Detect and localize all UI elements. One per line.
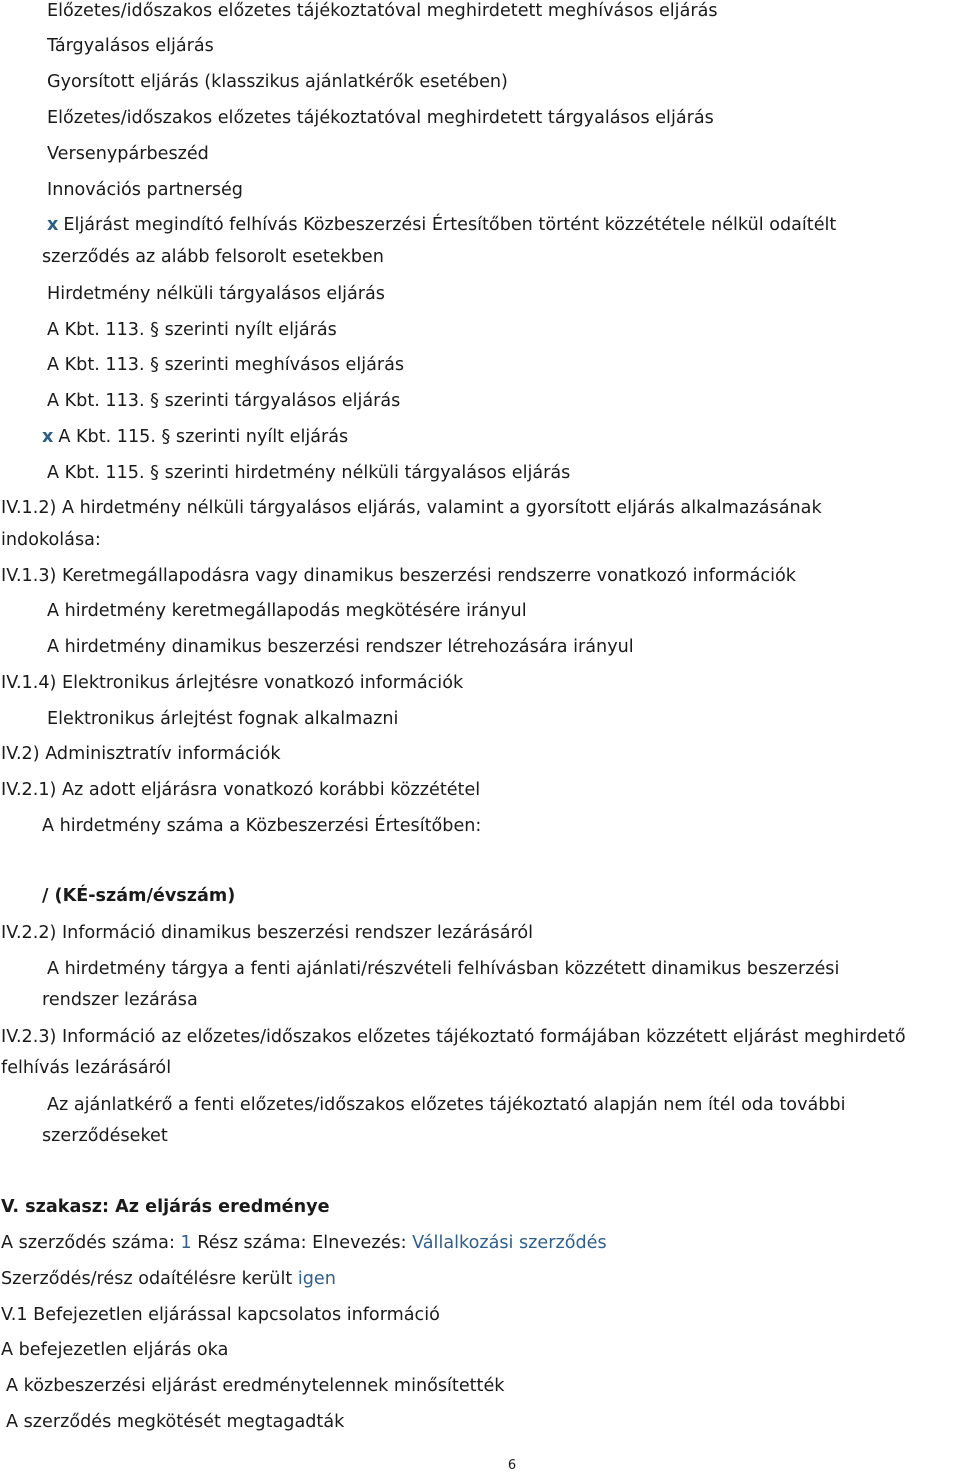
option-framework: A hirdetmény keretmegállapodás megkötésére irányul [47, 601, 527, 621]
contract-name-value: Vállalkozási szerződés [412, 1233, 607, 1253]
option-dps: A hirdetmény dinamikus beszerzési rendszer létrehozására irányul [47, 637, 634, 657]
heading-iv-1-2: IV.1.2) A hirdetmény nélküli tárgyalásos eljárás, valamint a gyorsított eljárás alkalmazásának [1, 498, 822, 518]
section-v-title: V. szakasz: Az eljárás eredménye [1, 1197, 330, 1217]
award-status-value: igen [297, 1269, 336, 1289]
option-kbt115-open-label: A Kbt. 115. § szerinti nyílt eljárás [58, 427, 349, 447]
selected-mark: x [47, 215, 59, 235]
heading-iv-1-3: IV.1.3) Keretmegállapodásra vagy dinamikus beszerzési rendszerre vonatkozó információk [1, 566, 796, 586]
option-prior-info-restricted: Előzetes/időszakos előzetes tájékoztatóval meghirdetett meghívásos eljárás [47, 1, 718, 21]
heading-iv-1-2-cont: indokolása: [1, 530, 101, 550]
option-e-auction: Elektronikus árlejtést fognak alkalmazni [47, 709, 399, 729]
option-no-publication [47, 214, 836, 236]
option-kbt115-open [42, 426, 348, 448]
option-dps-closure-cont: rendszer lezárása [42, 990, 198, 1010]
lot-name-label: Rész száma: Elnevezés: [191, 1233, 413, 1253]
heading-v-1: V.1 Befejezetlen eljárással kapcsolatos információ [1, 1305, 440, 1325]
option-kbt113-negotiated: A Kbt. 113. § szerinti tárgyalásos eljárás [47, 391, 401, 411]
heading-iv-2-2: IV.2.2) Információ dinamikus beszerzési rendszer lezárásáról [1, 923, 534, 943]
page-number: 6 [507, 1458, 517, 1473]
notice-number-label: A hirdetmény száma a Közbeszerzési Értesítőben: [42, 816, 482, 836]
option-innovation-partnership: Innovációs partnerség [47, 180, 243, 200]
option-no-further-contracts-cont: szerződéseket [42, 1126, 168, 1146]
option-contract-refused: A szerződés megkötését megtagadták [6, 1412, 345, 1432]
selected-mark: x [42, 427, 54, 447]
option-prior-info-negotiated: Előzetes/időszakos előzetes tájékoztatóval meghirdetett tárgyalásos eljárás [47, 108, 714, 128]
heading-iv-2-1: IV.2.1) Az adott eljárásra vonatkozó korábbi közzététel [1, 780, 481, 800]
option-negotiated-no-notice: Hirdetmény nélküli tárgyalásos eljárás [47, 284, 385, 304]
option-no-further-contracts: Az ajánlatkérő a fenti előzetes/időszakos előzetes tájékoztató alapján nem ítél oda további [47, 1095, 846, 1115]
option-kbt115-negotiated: A Kbt. 115. § szerinti hirdetmény nélküli tárgyalásos eljárás [47, 463, 571, 483]
option-kbt113-open: A Kbt. 113. § szerinti nyílt eljárás [47, 320, 337, 340]
option-accelerated: Gyorsított eljárás (klasszikus ajánlatkérők esetében) [47, 72, 508, 92]
option-negotiated: Tárgyalásos eljárás [47, 36, 214, 56]
unfinished-reason-label: A befejezetlen eljárás oka [1, 1340, 229, 1360]
heading-iv-1-4: IV.1.4) Elektronikus árlejtésre vonatkozó információk [1, 673, 464, 693]
option-kbt113-restricted: A Kbt. 113. § szerinti meghívásos eljárás [47, 355, 405, 375]
notice-number-value: / (KÉ-szám/évszám) [42, 886, 236, 906]
contract-number-line [1, 1232, 607, 1254]
option-competitive-dialogue: Versenypárbeszéd [47, 144, 209, 164]
option-no-publication-label: Eljárást megindító felhívás Közbeszerzési Értesítőben történt közzététele nélkül odaítélt [63, 215, 837, 235]
award-status-label: Szerződés/rész odaítélésre került [1, 1269, 298, 1289]
option-no-publication-cont: szerződés az alább felsorolt esetekben [42, 247, 384, 267]
option-dps-closure: A hirdetmény tárgya a fenti ajánlati/részvételi felhívásban közzétett dinamikus beszerzési [47, 959, 840, 979]
heading-iv-2-3: IV.2.3) Információ az előzetes/időszakos előzetes tájékoztató formájában közzétett eljárást meghirdető [1, 1027, 906, 1047]
option-unsuccessful: A közbeszerzési eljárást eredménytelennek minősítették [6, 1376, 505, 1396]
contract-number-value: 1 [180, 1233, 192, 1253]
contract-number-label: A szerződés száma: [1, 1233, 181, 1253]
heading-iv-2-3-cont: felhívás lezárásáról [1, 1058, 172, 1078]
award-status-line [1, 1268, 336, 1290]
heading-iv-2: IV.2) Adminisztratív információk [1, 744, 281, 764]
